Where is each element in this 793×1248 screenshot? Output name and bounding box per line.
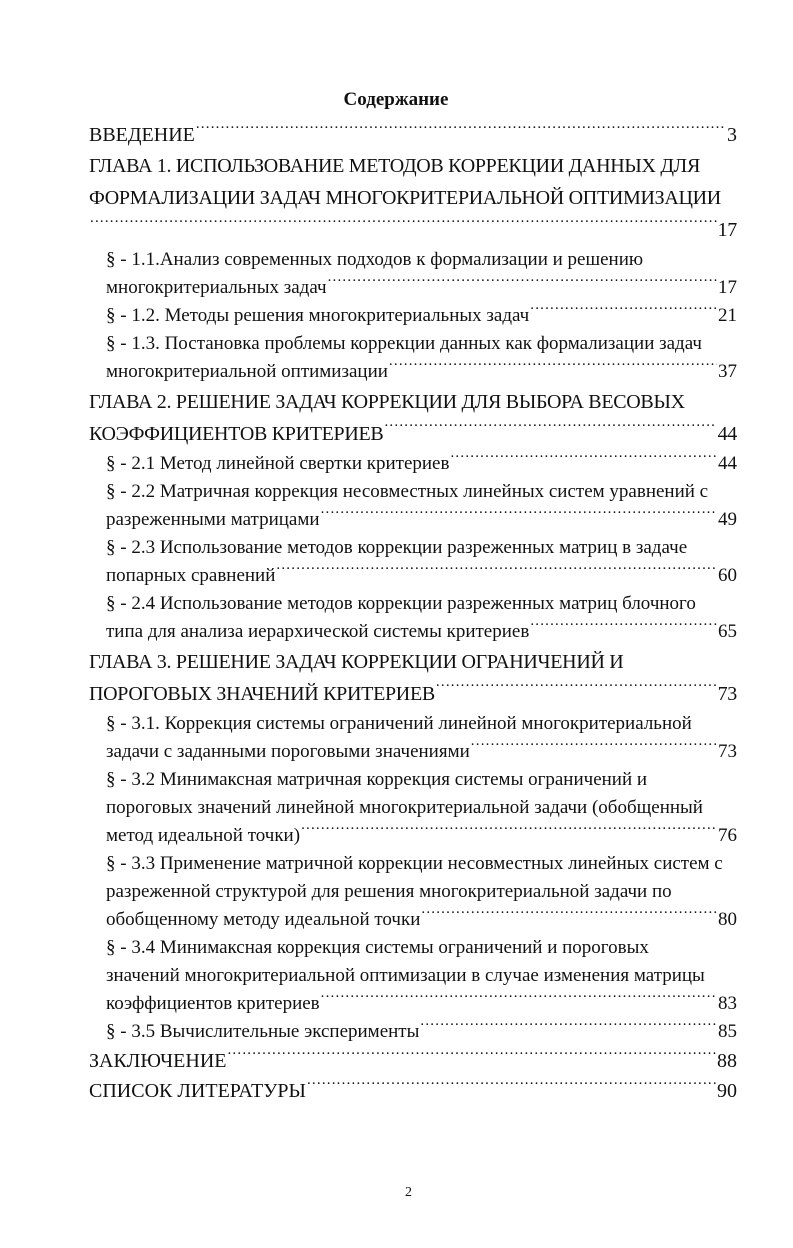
toc-section-entry bbox=[89, 478, 737, 534]
toc-entry-last-line bbox=[89, 214, 737, 246]
toc-section-entry bbox=[89, 850, 737, 934]
toc-entry-last-line bbox=[106, 990, 737, 1018]
dot-leader bbox=[321, 506, 717, 525]
toc-entry-title: ПОРОГОВЫХ ЗНАЧЕНИЙ КРИТЕРИЕВ bbox=[89, 683, 435, 705]
toc-section-entry bbox=[89, 534, 737, 590]
toc-entry-text-line: ГЛАВА 2. РЕШЕНИЕ ЗАДАЧ КОРРЕКЦИИ ДЛЯ ВЫБОРА ВЕСОВЫХ bbox=[89, 391, 685, 413]
toc-entry bbox=[89, 1046, 737, 1076]
toc-entry-text-line: § - 1.3. Постановка проблемы коррекции данных как формализации задач bbox=[106, 333, 702, 354]
toc-entry-text-line: § - 1.1.Анализ современных подходов к формализации и решению bbox=[106, 249, 644, 270]
toc-section-entry bbox=[89, 934, 737, 1018]
toc-entry-last-line bbox=[89, 418, 737, 450]
toc-section-entry bbox=[89, 450, 737, 478]
toc-entry-title: типа для анализа иерархической системы критериев bbox=[106, 621, 530, 642]
dot-leader bbox=[227, 1047, 716, 1067]
toc-entry-text-line: пороговых значений линейной многокритериальной задачи (обобщенный bbox=[106, 797, 703, 818]
toc-entry-last-line bbox=[106, 1018, 737, 1046]
toc-entry-title: попарных сравнений bbox=[106, 565, 276, 586]
toc-page-number: 88 bbox=[717, 1050, 737, 1072]
toc-section-entry bbox=[89, 590, 737, 646]
dot-leader bbox=[530, 302, 717, 321]
toc-entry-last-line bbox=[89, 678, 737, 710]
toc-entry-last-line bbox=[106, 450, 737, 478]
toc-page-number: 49 bbox=[718, 509, 737, 530]
dot-leader bbox=[196, 121, 726, 141]
toc-page-number: 44 bbox=[717, 423, 737, 445]
toc-page-number: 85 bbox=[718, 1021, 737, 1042]
page-title: Содержание bbox=[343, 89, 449, 110]
toc-entry-last-line bbox=[106, 738, 737, 766]
toc-entry-last-line bbox=[106, 274, 737, 302]
toc-entry-title: метод идеальной точки) bbox=[106, 825, 301, 846]
toc-entry-last-line bbox=[106, 618, 737, 646]
toc-entry-last-line bbox=[106, 822, 737, 850]
toc-page-number: 17 bbox=[717, 219, 737, 241]
toc-entry-last-line bbox=[106, 506, 737, 534]
toc-entry-last-line bbox=[89, 120, 737, 150]
toc-section-entry bbox=[89, 302, 737, 330]
toc-entry-text-line: § - 3.3 Применение матричной коррекции несовместных линейных систем с bbox=[106, 853, 723, 874]
dot-leader bbox=[530, 618, 717, 637]
toc-entry-text-line: § - 2.3 Использование методов коррекции разреженных матриц в задаче bbox=[106, 537, 688, 558]
toc-entry-text-line: § - 2.2 Матричная коррекция несовместных линейных систем уравнений с bbox=[106, 481, 709, 502]
toc-section-entry bbox=[89, 710, 737, 766]
toc-section-entry bbox=[89, 330, 737, 386]
toc-page-number: 90 bbox=[717, 1080, 737, 1102]
dot-leader bbox=[450, 450, 717, 469]
toc-entry bbox=[89, 1076, 737, 1106]
toc-entry-last-line bbox=[106, 302, 737, 330]
toc-entry-title: § - 2.1 Метод линейной свертки критериев bbox=[106, 453, 450, 474]
toc-entry-title: разреженными матрицами bbox=[106, 509, 320, 530]
toc-entry-text-line: ФОРМАЛИЗАЦИИ ЗАДАЧ МНОГОКРИТЕРИАЛЬНОЙ ОПТИМИЗАЦИИ bbox=[89, 187, 721, 209]
toc-entry-title: § - 1.2. Методы решения многокритериальных задач bbox=[106, 305, 530, 326]
dot-leader bbox=[420, 1018, 717, 1037]
toc-entry-last-line bbox=[106, 358, 737, 386]
toc-entry-text-line: § - 3.4 Минимаксная коррекция системы ограничений и пороговых bbox=[106, 937, 649, 958]
toc-chapter-entry bbox=[89, 386, 737, 450]
toc-entry-title: задачи с заданными пороговыми значениями bbox=[106, 741, 470, 762]
toc-page-number: 37 bbox=[718, 361, 737, 382]
toc-entry-title: коэффициентов критериев bbox=[106, 993, 320, 1014]
toc-page-number: 76 bbox=[718, 825, 737, 846]
toc-entry-text-line: ГЛАВА 1. ИСПОЛЬЗОВАНИЕ МЕТОДОВ КОРРЕКЦИИ ДАННЫХ ДЛЯ bbox=[89, 155, 700, 177]
toc-page-number: 21 bbox=[718, 305, 737, 326]
toc-chapter-entry bbox=[89, 150, 737, 246]
toc-page-number: 80 bbox=[718, 909, 737, 930]
toc-entry-title: ВВЕДЕНИЕ bbox=[89, 124, 195, 146]
toc-entry-last-line bbox=[106, 562, 737, 590]
toc-entry-title: § - 3.5 Вычислительные эксперименты bbox=[106, 1021, 420, 1042]
toc-page-number: 44 bbox=[718, 453, 737, 474]
dot-leader bbox=[301, 822, 717, 841]
toc-entry bbox=[89, 120, 737, 150]
toc-page-number: 73 bbox=[718, 741, 737, 762]
toc-page-number: 65 bbox=[718, 621, 737, 642]
dot-leader bbox=[389, 358, 717, 377]
toc-entry-text-line: § - 2.4 Использование методов коррекции разреженных матриц блочного bbox=[106, 593, 696, 614]
toc-entry-title: КОЭФФИЦИЕНТОВ КРИТЕРИЕВ bbox=[89, 423, 384, 445]
dot-leader bbox=[384, 420, 716, 440]
page-number: 2 bbox=[405, 1185, 412, 1200]
toc-entry-text-line: § - 3.2 Минимаксная матричная коррекция системы ограничений и bbox=[106, 769, 648, 790]
dot-leader bbox=[436, 680, 717, 700]
dot-leader bbox=[421, 906, 717, 925]
toc-entry-last-line bbox=[89, 1076, 737, 1106]
dot-leader bbox=[328, 274, 717, 293]
toc-entry-title: многокритериальных задач bbox=[106, 277, 327, 298]
toc-entry-title: СПИСОК ЛИТЕРАТУРЫ bbox=[89, 1080, 306, 1102]
toc-entry-text-line: § - 3.1. Коррекция системы ограничений линейной многокритериальной bbox=[106, 713, 692, 734]
dot-leader bbox=[276, 562, 717, 581]
dot-leader bbox=[307, 1077, 716, 1097]
toc-section-entry bbox=[89, 766, 737, 850]
toc-entry-text-line: ГЛАВА 3. РЕШЕНИЕ ЗАДАЧ КОРРЕКЦИИ ОГРАНИЧЕНИЙ И bbox=[89, 651, 624, 673]
dot-leader bbox=[471, 738, 717, 757]
toc-page-number: 3 bbox=[727, 124, 737, 146]
dot-leader bbox=[321, 990, 717, 1009]
toc-entry-text-line: значений многокритериальной оптимизации в случае изменения матрицы bbox=[106, 965, 705, 986]
toc-entry-title: ЗАКЛЮЧЕНИЕ bbox=[89, 1050, 227, 1072]
toc-section-entry bbox=[89, 246, 737, 302]
toc-entry-last-line bbox=[89, 1046, 737, 1076]
toc-entry-text-line: разреженной структурой для решения многокритериальной задачи по bbox=[106, 881, 672, 902]
dot-leader bbox=[90, 216, 717, 236]
toc-page-number: 73 bbox=[717, 683, 737, 705]
toc-entry-title: обобщенному методу идеальной точки bbox=[106, 909, 421, 930]
toc-entry-last-line bbox=[106, 906, 737, 934]
toc-page-number: 60 bbox=[718, 565, 737, 586]
toc-section-entry bbox=[89, 1018, 737, 1046]
table-of-contents bbox=[89, 120, 737, 1106]
toc-page-number: 83 bbox=[718, 993, 737, 1014]
toc-entry-title: многокритериальной оптимизации bbox=[106, 361, 388, 382]
toc-page-number: 17 bbox=[718, 277, 737, 298]
toc-chapter-entry bbox=[89, 646, 737, 710]
